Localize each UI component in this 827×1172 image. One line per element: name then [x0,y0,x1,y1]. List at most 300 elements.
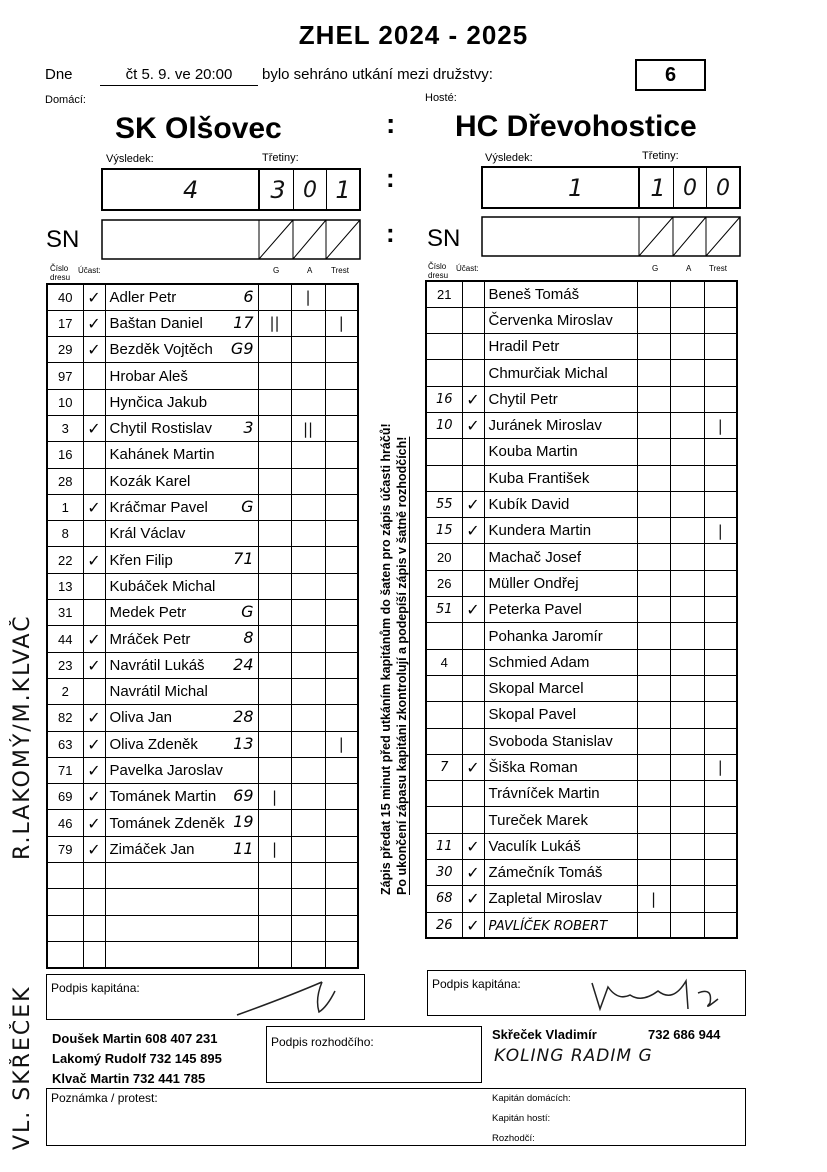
penalty-cell [704,702,737,728]
table-row [47,521,358,547]
divider [638,168,640,207]
instructions-line-1: Zápis předat 15 minut před utkáním kapitánům do šaten pro zápis účasti hráčů! [379,423,393,895]
divider [258,170,260,209]
penalty-cell [325,389,358,415]
penalty-cell [325,521,358,547]
handwritten-jersey-number: 3 [243,417,254,437]
player-number: 69 [47,784,83,810]
player-name [105,442,258,468]
home-col-a: A [307,266,313,275]
goals-cell [637,465,670,491]
handwritten-jersey-number: 17 [233,312,254,332]
table-row [47,915,358,941]
player-number: 4 [426,649,462,675]
player-name-text: Adler Petr [109,288,177,306]
penalty-cell [325,810,358,836]
attendance-check: ✓ [83,652,105,678]
table-row [47,415,358,441]
player-name-text: Tureček Marek [488,811,588,829]
player-name-text: Peterka Pavel [488,601,582,619]
table-row [47,678,358,704]
contact-right-phone: 732 686 944 [648,1027,721,1042]
table-row [47,363,358,389]
goals-cell [637,597,670,623]
penalty-cell [704,334,737,360]
away-period-2: 0 [683,176,697,201]
attendance-check: ✓ [462,412,484,438]
player-name-text: Pohanka Jaromír [488,627,603,645]
player-name-text: Kubáček Michal [109,577,216,595]
penalty-cell [704,912,737,938]
goals-cell [637,675,670,701]
player-name [484,833,637,859]
handwritten-jersey-number: G [241,602,254,622]
goals-cell [637,807,670,833]
player-number [47,863,83,889]
assists-cell [291,363,325,389]
assists-cell [670,833,704,859]
goals-cell [637,702,670,728]
home-sn-label: SN [46,226,80,253]
penalty-cell [325,284,358,310]
player-name-text: Hradil Petr [488,338,560,356]
player-name [484,386,637,412]
table-row [47,494,358,520]
assists-cell [291,389,325,415]
player-name [484,675,637,701]
goals-cell [258,652,291,678]
attendance-check: ✓ [83,626,105,652]
penalty-cell [704,307,737,333]
attendance-check [83,915,105,941]
player-name [105,731,258,757]
player-name-text: Skopal Marcel [488,680,584,698]
player-number [426,307,462,333]
table-row [426,570,737,596]
player-number: 20 [426,544,462,570]
instructions-line-2: Po ukončení zápasu kapitáni zkontrolují a podepíší zápis v šatně rozhodčích! [395,436,409,895]
table-row [426,702,737,728]
assists-cell [670,307,704,333]
handwritten-jersey-number: 11 [233,838,254,858]
player-number: 13 [47,573,83,599]
penalty-cell [704,597,737,623]
player-name [105,337,258,363]
player-name [105,757,258,783]
away-periods-label: Třetiny: [642,150,679,162]
attendance-check [462,544,484,570]
player-number [47,915,83,941]
player-name [105,836,258,862]
attendance-check: ✓ [83,494,105,520]
assists-cell [291,468,325,494]
attendance-check: ✓ [83,547,105,573]
goals-cell [258,810,291,836]
attendance-check [462,675,484,701]
table-row [47,889,358,915]
home-label: Domácí: [45,94,86,106]
player-name-text: Kozák Karel [109,472,191,490]
goals-cell: | [258,836,291,862]
attendance-check [462,702,484,728]
attendance-check [83,442,105,468]
player-number: 1 [47,494,83,520]
player-name [484,912,637,938]
home-period-2: 0 [303,178,317,203]
player-name-text: Šiška Roman [488,758,578,776]
assists-cell [291,337,325,363]
attendance-check [462,649,484,675]
table-row [47,705,358,731]
away-col-a: A [686,264,692,273]
player-name-text: Oliva Zdeněk [109,735,198,753]
player-name [484,465,637,491]
attendance-check [83,389,105,415]
player-name [105,784,258,810]
player-name-text: Machač Josef [488,548,582,566]
table-row [47,468,358,494]
table-row [426,754,737,780]
assists-cell [670,518,704,544]
attendance-check: ✓ [462,754,484,780]
table-row [47,310,358,336]
player-number: 44 [47,626,83,652]
referee-sig-label: Podpis rozhodčího: [271,1035,374,1049]
assists-cell [670,491,704,517]
player-name [105,600,258,626]
player-name [484,491,637,517]
away-col-number: Číslo dresu [428,262,449,280]
penalty-cell: | [325,731,358,757]
attendance-check [83,573,105,599]
home-col-g: G [273,266,280,275]
away-period-3: 0 [716,176,730,201]
away-captain-sig-box [427,970,746,1016]
table-row [426,439,737,465]
penalty-cell [325,705,358,731]
player-name [105,810,258,836]
home-captain-signature [227,977,347,1019]
penalty-cell [325,363,358,389]
player-number [47,941,83,967]
player-number [426,807,462,833]
player-number: 11 [426,833,462,859]
home-periods-label: Třetiny: [262,152,299,164]
player-number: 31 [47,600,83,626]
table-row [426,886,737,912]
handwritten-jersey-number: G9 [230,339,254,359]
played-text: bylo sehráno utkání mezi družstvy: [262,66,493,83]
player-number [426,675,462,701]
goals-cell [258,731,291,757]
player-name [105,573,258,599]
attendance-check [462,465,484,491]
penalty-cell [325,757,358,783]
match-number: 6 [635,59,706,91]
instructions-note [378,345,410,895]
date-value: čt 5. 9. ve 20:00 [100,66,258,86]
assists-cell [291,810,325,836]
penalty-cell [704,649,737,675]
penalty-cell [704,623,737,649]
away-col-trest: Trest [709,264,727,273]
player-number: 51 [426,597,462,623]
player-name [484,649,637,675]
penalty-cell [704,570,737,596]
penalty-cell [325,652,358,678]
player-name [484,754,637,780]
goals-cell [258,284,291,310]
player-name-text: Chytil Petr [488,390,558,408]
penalty-cell [325,678,358,704]
contact-line: Doušek Martin 608 407 231 [52,1031,218,1046]
assists-cell [291,626,325,652]
player-name-text: Zámečník Tomáš [488,864,603,882]
divider [706,168,707,207]
player-name-text: Kubík David [488,496,570,514]
penalty-cell [704,675,737,701]
penalty-cell [325,915,358,941]
table-row [426,360,737,386]
table-row [426,833,737,859]
away-captain-sig-label: Podpis kapitána: [432,977,521,991]
away-team-name: HC Dřevohostice [455,110,697,143]
table-row [426,281,737,307]
player-name-text: Tománek Martin [109,788,217,806]
player-name-text: Baštan Daniel [109,314,203,332]
away-result-box [481,166,741,209]
player-number: 71 [47,757,83,783]
player-name [484,702,637,728]
home-roster-table [46,283,359,969]
assists-cell [291,494,325,520]
home-col-number: Číslo dresu [50,264,71,282]
attendance-check: ✓ [462,518,484,544]
player-number [426,781,462,807]
player-name-text: Kuba František [488,469,590,487]
penalty-cell [704,886,737,912]
goals-cell [637,491,670,517]
home-period-1: 3 [270,176,286,204]
away-roster-table [425,280,738,939]
player-name-text: Tománek Zdeněk [109,814,225,832]
assists-cell [670,412,704,438]
player-name [484,544,637,570]
player-name [105,626,258,652]
player-number: 10 [47,389,83,415]
goals-cell: || [258,310,291,336]
penalty-cell [325,836,358,862]
player-name-text: Müller Ondřej [488,574,579,592]
player-name [105,547,258,573]
player-name-text: Zimáček Jan [109,840,195,858]
player-name-text: Kahánek Martin [109,446,215,464]
table-row [426,623,737,649]
player-name-text: Chmurčiak Michal [488,364,608,382]
assists-cell [670,334,704,360]
assists-cell [291,573,325,599]
attendance-check [83,468,105,494]
goals-cell [258,705,291,731]
player-name-text: Kouba Martin [488,443,578,461]
goals-cell [637,912,670,938]
assists-cell [670,360,704,386]
goals-cell [258,494,291,520]
contact-line: Klvač Martin 732 441 785 [52,1071,206,1086]
penalty-cell [704,281,737,307]
goals-cell [258,442,291,468]
player-name [105,521,258,547]
attendance-check: ✓ [83,337,105,363]
player-number: 26 [426,570,462,596]
player-name-text: Král Václav [109,525,186,543]
player-name [484,781,637,807]
table-row [47,652,358,678]
writer-handwritten: VL. SKŘEČEK [10,985,35,1150]
player-name-text: Trávníček Martin [488,785,600,803]
player-name-text: Navrátil Lukáš [109,656,205,674]
goals-cell [637,439,670,465]
divider [673,168,674,207]
table-row [426,912,737,938]
goals-cell: | [637,886,670,912]
penalty-cell [325,626,358,652]
table-row [426,386,737,412]
attendance-check [462,570,484,596]
player-name [105,652,258,678]
goals-cell [637,833,670,859]
penalty-cell [325,889,358,915]
player-number: 28 [47,468,83,494]
goals-cell [258,337,291,363]
player-name [484,886,637,912]
table-row [47,836,358,862]
referee-sig-box [266,1026,482,1083]
assists-cell [291,915,325,941]
away-col-start: Účast: [456,264,479,273]
attendance-check [83,678,105,704]
player-number: 26 [426,912,462,938]
player-name-text: Vaculík Lukáš [488,837,581,855]
goals-cell [258,626,291,652]
table-row [426,860,737,886]
penalty-cell [704,439,737,465]
penalty-cell: | [704,412,737,438]
player-name-text: Hynčica Jakub [109,393,208,411]
attendance-check: ✓ [83,731,105,757]
date-label: Dne [45,66,73,83]
assists-cell [291,310,325,336]
goals-cell [637,544,670,570]
assists-cell [670,439,704,465]
table-row [426,728,737,754]
away-result-value: 1 [568,174,584,202]
table-row [47,600,358,626]
player-number: 22 [47,547,83,573]
player-number [426,439,462,465]
handwritten-jersey-number: 6 [243,287,254,306]
penalty-cell [704,360,737,386]
penalty-cell [325,337,358,363]
player-number [426,623,462,649]
player-number: 40 [47,284,83,310]
player-name [484,334,637,360]
player-number: 68 [426,886,462,912]
assists-cell: | [291,284,325,310]
penalty-cell [325,547,358,573]
attendance-check [462,728,484,754]
table-row [47,547,358,573]
assists-cell [291,652,325,678]
player-number: 63 [47,731,83,757]
penalty-cell [325,573,358,599]
player-name-text: Navrátil Michal [109,683,208,701]
attendance-check [83,889,105,915]
attendance-check: ✓ [83,836,105,862]
player-name [105,889,258,915]
player-name-text: PAVLÍČEK ROBERT [488,918,608,934]
goals-cell [258,363,291,389]
player-number [47,889,83,915]
table-row [47,442,358,468]
attendance-check [462,623,484,649]
attendance-check: ✓ [462,386,484,412]
goals-cell [258,389,291,415]
player-name [105,468,258,494]
referees-handwritten: R.LAKOMÝ/M.KLVAČ [10,614,35,860]
player-number: 16 [47,442,83,468]
player-number: 23 [47,652,83,678]
captain-home-label: Kapitán domácích: [492,1093,571,1104]
penalty-cell [704,781,737,807]
assists-cell [670,886,704,912]
attendance-check [462,334,484,360]
goals-cell: | [258,784,291,810]
goals-cell [258,941,291,967]
penalty-cell [704,465,737,491]
player-number: 97 [47,363,83,389]
player-number: 17 [47,310,83,336]
assists-cell [670,281,704,307]
table-row [47,337,358,363]
penalty-cell [704,833,737,859]
table-row [47,810,358,836]
player-name [484,807,637,833]
divider [326,170,327,209]
player-name-text: Bezděk Vojtěch [109,341,213,359]
player-number: 55 [426,491,462,517]
player-number: 16 [426,386,462,412]
player-name [484,281,637,307]
attendance-check: ✓ [462,833,484,859]
player-name-text: Beneš Tomáš [488,285,580,303]
attendance-check [83,521,105,547]
attendance-check: ✓ [83,284,105,310]
officials-list [492,1089,571,1149]
assists-cell [670,781,704,807]
player-name [105,915,258,941]
player-number [426,728,462,754]
assists-cell [291,784,325,810]
assists-cell [291,836,325,862]
home-col-start: Účast: [78,266,101,275]
table-row [426,544,737,570]
player-name-text: Chytil Rostislav [109,420,213,438]
table-row [47,863,358,889]
note-protest-box [46,1088,746,1146]
goals-cell [637,360,670,386]
contacts-left [52,1029,222,1089]
